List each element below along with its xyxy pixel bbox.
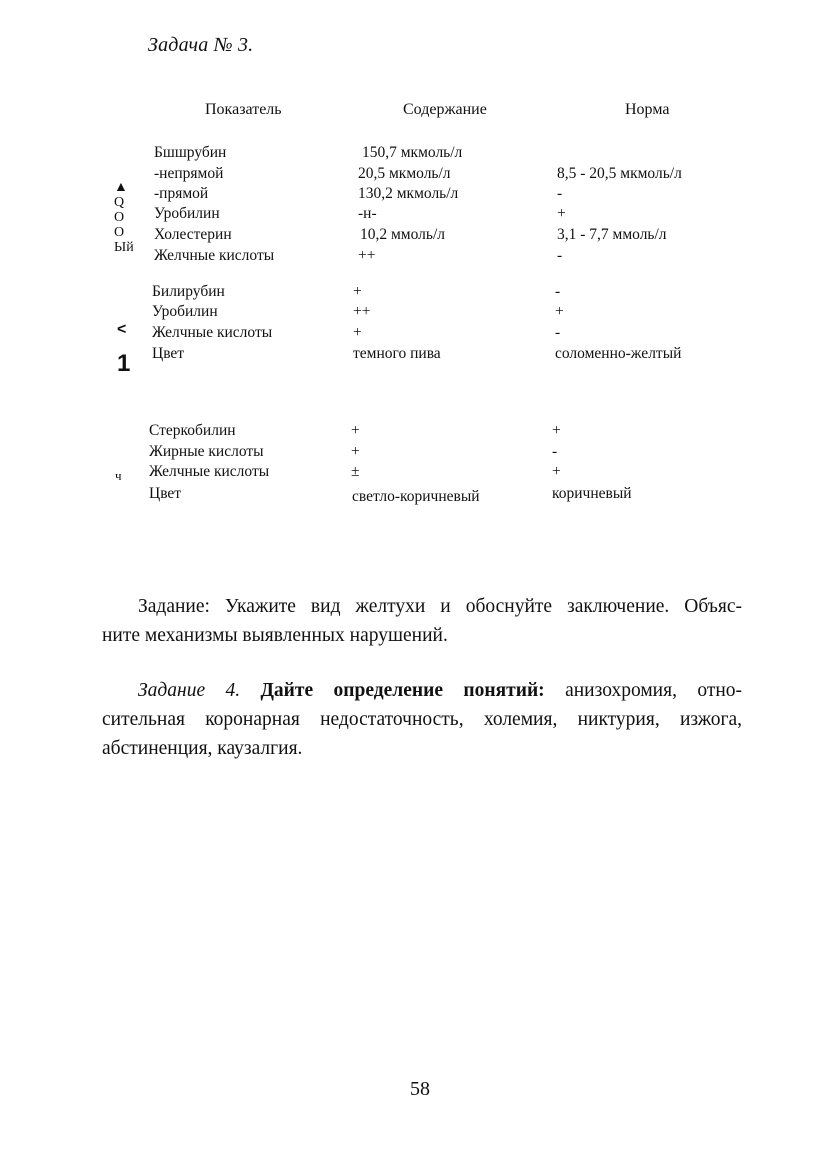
table-header-content: Содержание: [403, 101, 487, 118]
urine-row-1-norm: +: [555, 303, 564, 320]
urine-row-0-content: +: [353, 283, 362, 300]
urine-row-1-indicator: Уробилин: [152, 303, 218, 320]
blood-row-5-content: ++: [358, 247, 376, 264]
side-label-feces: ч: [115, 468, 122, 483]
blood-row-3-indicator: Уробилин: [154, 205, 220, 222]
assignment-4-paragraph: [102, 676, 742, 763]
urine-row-0-norm: -: [555, 283, 561, 300]
urine-row-1-content: ++: [353, 303, 371, 320]
assignment-4-line-2: сительная коронарная недостаточность, холемия, никтурия, изжога,: [102, 709, 742, 730]
blood-row-3-content: -н-: [358, 205, 377, 222]
feces-row-1-norm: -: [552, 443, 558, 460]
feces-row-3-content: светло-коричневый: [352, 488, 480, 505]
table-header-indicator: Показатель: [205, 101, 282, 118]
blood-row-4-content: 10,2 ммоль/л: [360, 226, 446, 243]
side-blood-glyph-2: O: [114, 210, 125, 225]
blood-row-0-content: 150,7 мкмоль/л: [362, 144, 463, 161]
blood-row-1-norm: 8,5 - 20,5 мкмоль/л: [557, 165, 682, 182]
table-header-norm: Норма: [625, 101, 670, 118]
feces-row-0-norm: +: [552, 422, 561, 439]
assignment-3-line-2: ните механизмы выявленных нарушений.: [102, 625, 448, 646]
assignment-4-label: Задание 4.: [138, 680, 241, 701]
feces-row-3-norm: коричневый: [552, 485, 632, 502]
assignment-4-bold: Дайте определение понятий:: [260, 680, 545, 701]
blood-row-2-content: 130,2 мкмоль/л: [358, 185, 459, 202]
urine-row-2-norm: -: [555, 324, 561, 341]
blood-row-2-norm: -: [557, 185, 563, 202]
assignment-4-line-3: абстиненция, каузалгия.: [102, 738, 303, 759]
feces-row-2-content: ±: [351, 463, 360, 480]
side-blood-glyph-3: O: [114, 225, 125, 240]
assignment-3-paragraph: [102, 592, 742, 650]
blood-row-1-content: 20,5 мкмоль/л: [358, 165, 451, 182]
feces-row-0-content: +: [351, 422, 360, 439]
feces-row-2-norm: +: [552, 463, 561, 480]
assignment-3-line-1: Задание: Укажите вид желтухи и обоснуйте заключение. Объяс-: [138, 596, 742, 617]
urine-row-3-norm: соломенно-желтый: [555, 345, 682, 362]
urine-row-3-content: темного пива: [353, 345, 441, 362]
side-label-urine-symbol: <: [117, 321, 127, 338]
side-blood-glyph-0: ▲: [114, 180, 128, 195]
urine-row-2-content: +: [353, 324, 362, 341]
blood-row-4-indicator: Холестерин: [154, 226, 232, 243]
task-title: Задача № 3.: [148, 34, 254, 56]
feces-row-0-indicator: Стеркобилин: [149, 422, 236, 439]
feces-row-1-content: +: [351, 443, 360, 460]
urine-row-2-indicator: Желчные кислоты: [152, 324, 273, 341]
feces-row-3-indicator: Цвет: [149, 485, 182, 502]
side-blood-glyph-1: Q: [114, 195, 125, 210]
assignment-4-line-1: [102, 676, 742, 705]
assignment-4-line-1-rest: анизохромия, отно-: [565, 680, 743, 701]
urine-row-3-indicator: Цвет: [152, 345, 185, 362]
page-number: 58: [410, 1078, 430, 1100]
blood-row-3-norm: +: [557, 205, 566, 222]
blood-row-1-indicator: -непрямой: [154, 165, 224, 182]
side-label-blood: [114, 180, 134, 255]
feces-row-1-indicator: Жирные кислоты: [149, 443, 264, 460]
blood-row-5-indicator: Желчные кислоты: [154, 247, 275, 264]
blood-row-4-norm: 3,1 - 7,7 ммоль/л: [557, 226, 667, 243]
feces-row-2-indicator: Желчные кислоты: [149, 463, 270, 480]
side-label-urine-number: 1: [117, 350, 131, 377]
blood-row-0-indicator: Бшшрубин: [154, 144, 227, 161]
blood-row-2-indicator: -прямой: [154, 185, 209, 202]
side-blood-glyph-4: Ый: [114, 240, 134, 255]
urine-row-0-indicator: Билирубин: [152, 283, 225, 300]
blood-row-5-norm: -: [557, 247, 563, 264]
